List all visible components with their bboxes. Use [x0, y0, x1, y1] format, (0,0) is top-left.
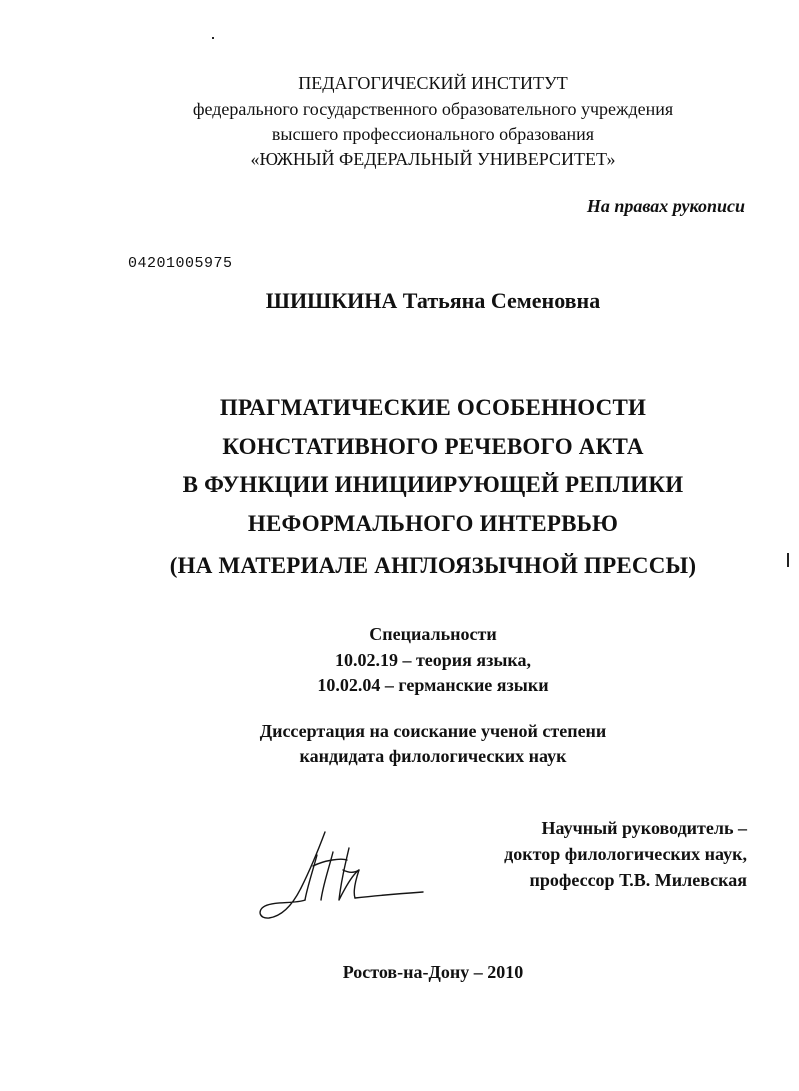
- institution-line-1: ПЕДАГОГИЧЕСКИЙ ИНСТИТУТ: [298, 73, 568, 93]
- institution-line-3: высшего профессионального образования: [271, 124, 595, 144]
- handwritten-signature: [255, 830, 425, 925]
- scan-speck: [212, 37, 214, 39]
- specialty-item-2: 10.02.04 – германские языки: [317, 675, 549, 695]
- title-line-3: В ФУНКЦИИ ИНИЦИИРУЮЩЕЙ РЕПЛИКИ: [182, 472, 684, 497]
- supervisor-block: [504, 815, 747, 893]
- manuscript-note: На правах рукописи: [586, 196, 745, 216]
- city-year: Ростов-на-Дону – 2010: [342, 962, 524, 982]
- author-name: ШИШКИНА Татьяна Семеновна: [265, 288, 601, 313]
- supervisor-line-3: профессор Т.В. Милевская: [529, 870, 747, 890]
- title-line-5: (НА МАТЕРИАЛЕ АНГЛОЯЗЫЧНОЙ ПРЕССЫ): [169, 553, 697, 578]
- title-line-1: ПРАГМАТИЧЕСКИЕ ОСОБЕННОСТИ: [219, 395, 647, 420]
- specialty-item-1: 10.02.19 – теория языка,: [334, 650, 532, 670]
- degree-line-1: Диссертация на соискание ученой степени: [259, 721, 607, 741]
- title-line-2: КОНСТАТИВНОГО РЕЧЕВОГО АКТА: [222, 434, 644, 459]
- supervisor-line-1: Научный руководитель –: [541, 818, 747, 838]
- title-line-4: НЕФОРМАЛЬНОГО ИНТЕРВЬЮ: [247, 511, 619, 536]
- supervisor-line-2: доктор филологических наук,: [504, 844, 747, 864]
- institution-line-4: «ЮЖНЫЙ ФЕДЕРАЛЬНЫЙ УНИВЕРСИТЕТ»: [250, 149, 616, 169]
- specialties-heading: Специальности: [369, 624, 497, 644]
- degree-line-2: кандидата филологических наук: [299, 746, 567, 766]
- institution-line-2: федерального государственного образовательного учреждения: [192, 99, 674, 119]
- document-number: 04201005975: [128, 255, 233, 272]
